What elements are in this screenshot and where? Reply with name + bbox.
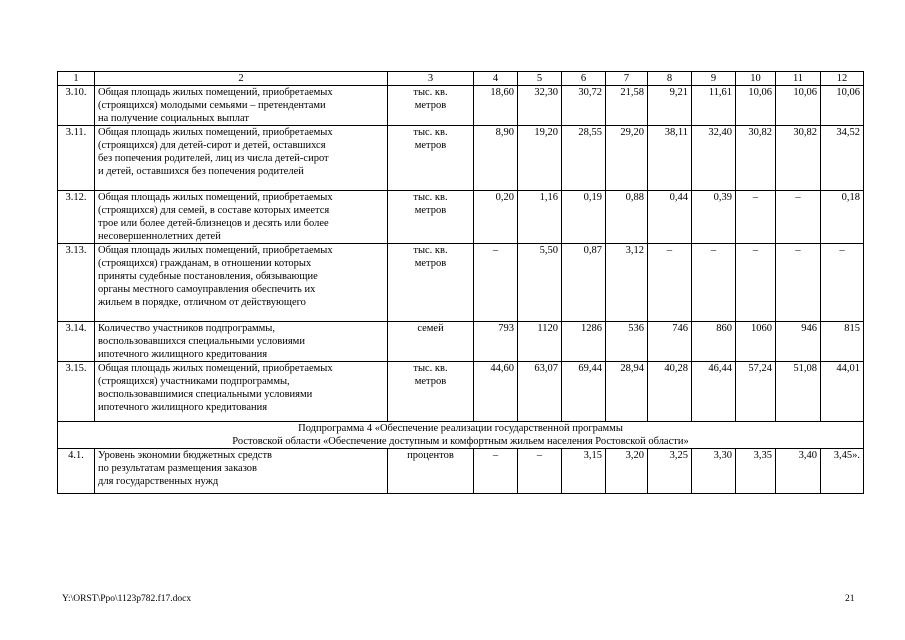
unit-line: метров xyxy=(414,100,447,111)
page-number: 21 xyxy=(845,594,855,604)
header-cell: 12 xyxy=(821,72,864,86)
value-cell: 3,40 xyxy=(776,449,821,494)
value-cell: 29,20 xyxy=(606,126,648,191)
value-cell: – xyxy=(776,191,821,244)
value-cell: 1,16 xyxy=(518,191,562,244)
unit-line: метров xyxy=(414,376,447,387)
value-cell: 1060 xyxy=(736,322,776,362)
header-cell: 10 xyxy=(736,72,776,86)
header-cell: 1 xyxy=(58,72,95,86)
table-row xyxy=(58,126,864,191)
indicator-name-line: Общая площадь жилых помещений, приобретаемых xyxy=(98,245,333,256)
value-cell: – xyxy=(692,244,736,322)
indicator-name-line: воспользовавшимися специальными условиями xyxy=(98,389,313,400)
value-cell: 32,40 xyxy=(692,126,736,191)
row-number: 3.13. xyxy=(58,244,95,322)
header-cell: 7 xyxy=(606,72,648,86)
value-cell: 34,52 xyxy=(821,126,864,191)
value-cell: – xyxy=(776,244,821,322)
value-cell: 51,08 xyxy=(776,362,821,422)
footer-file-path: Y:\ORST\Ppo\1123p782.f17.docx xyxy=(62,594,192,604)
header-cell: 11 xyxy=(776,72,821,86)
header-cell: 8 xyxy=(648,72,692,86)
value-cell: 28,55 xyxy=(562,126,606,191)
header-cell: 3 xyxy=(388,72,474,86)
value-cell: 0,20 xyxy=(474,191,518,244)
indicator-name-line: (строящихся) молодыми семьями – претендентами xyxy=(98,100,326,111)
value-cell: 0,44 xyxy=(648,191,692,244)
subprogram-title-line: Подпрограмма 4 «Обеспечение реализации государственной программы xyxy=(298,423,623,434)
row-number: 3.14. xyxy=(58,322,95,362)
value-cell: 19,20 xyxy=(518,126,562,191)
value-cell: 8,90 xyxy=(474,126,518,191)
unit-line: метров xyxy=(414,205,447,216)
table-row xyxy=(58,362,864,422)
unit-cell xyxy=(388,126,474,191)
unit-cell xyxy=(388,191,474,244)
value-cell: 0,19 xyxy=(562,191,606,244)
value-cell: 0,87 xyxy=(562,244,606,322)
header-cell: 9 xyxy=(692,72,736,86)
table-header-row xyxy=(58,72,864,86)
unit-line: метров xyxy=(414,140,447,151)
value-cell: 57,24 xyxy=(736,362,776,422)
value-cell: 38,11 xyxy=(648,126,692,191)
value-cell: 10,06 xyxy=(776,86,821,126)
header-cell: 4 xyxy=(474,72,518,86)
indicator-name-line: (строящихся) участниками подпрограммы, xyxy=(98,376,290,387)
value-cell: 63,07 xyxy=(518,362,562,422)
subprogram-title xyxy=(58,422,864,449)
value-cell: – xyxy=(736,244,776,322)
unit-line: тыс. кв. xyxy=(413,127,448,138)
value-cell: 30,72 xyxy=(562,86,606,126)
indicator-name-line: трое или более детей-близнецов и десять или более xyxy=(98,218,329,229)
indicator-name-line: без попечения родителей, лиц из числа детей-сирот xyxy=(98,153,329,164)
unit-cell xyxy=(388,449,474,494)
value-cell: 18,60 xyxy=(474,86,518,126)
value-cell: 44,01 xyxy=(821,362,864,422)
value-cell: – xyxy=(821,244,864,322)
indicator-name-line: Общая площадь жилых помещений, приобретаемых xyxy=(98,363,333,374)
unit-line: тыс. кв. xyxy=(413,192,448,203)
value-cell: 21,58 xyxy=(606,86,648,126)
indicator-name xyxy=(95,86,388,126)
value-cell: 46,44 xyxy=(692,362,736,422)
value-cell: 30,82 xyxy=(776,126,821,191)
header-cell: 2 xyxy=(95,72,388,86)
value-cell: 3,30 xyxy=(692,449,736,494)
table-row xyxy=(58,449,864,494)
indicator-name-line: на получение социальных выплат xyxy=(98,113,249,124)
indicator-name-line: ипотечного жилищного кредитования xyxy=(98,402,268,413)
indicator-name xyxy=(95,449,388,494)
value-cell: – xyxy=(474,244,518,322)
table-row xyxy=(58,322,864,362)
indicator-name-line: (строящихся) для семей, в составе которых имеется xyxy=(98,205,330,216)
indicator-name-line: приняты судебные постановления, обязывающие xyxy=(98,271,318,282)
value-cell: 0,39 xyxy=(692,191,736,244)
value-cell: 0,18 xyxy=(821,191,864,244)
unit-cell xyxy=(388,322,474,362)
value-cell: 5,50 xyxy=(518,244,562,322)
row-number: 3.10. xyxy=(58,86,95,126)
indicator-table xyxy=(57,71,864,494)
value-cell: 536 xyxy=(606,322,648,362)
row-number: 4.1. xyxy=(58,449,95,494)
indicator-name-line: (строящихся) гражданам, в отношении которых xyxy=(98,258,312,269)
indicator-name xyxy=(95,126,388,191)
value-cell: 3,45». xyxy=(821,449,864,494)
header-cell: 5 xyxy=(518,72,562,86)
value-cell: 3,12 xyxy=(606,244,648,322)
indicator-name xyxy=(95,244,388,322)
table-row xyxy=(58,244,864,322)
indicator-name-line: несовершеннолетних детей xyxy=(98,231,221,242)
row-number: 3.15. xyxy=(58,362,95,422)
unit-line: процентов xyxy=(407,450,454,461)
indicator-name-line: для государственных нужд xyxy=(98,476,219,487)
value-cell: – xyxy=(518,449,562,494)
unit-cell xyxy=(388,244,474,322)
value-cell: 1120 xyxy=(518,322,562,362)
value-cell: 3,35 xyxy=(736,449,776,494)
value-cell: – xyxy=(736,191,776,244)
table-row xyxy=(58,191,864,244)
indicator-name-line: воспользовавшихся специальными условиями xyxy=(98,336,305,347)
value-cell: – xyxy=(648,244,692,322)
indicator-name xyxy=(95,362,388,422)
value-cell: 28,94 xyxy=(606,362,648,422)
value-cell: 9,21 xyxy=(648,86,692,126)
table-row xyxy=(58,86,864,126)
unit-cell xyxy=(388,362,474,422)
value-cell: 3,15 xyxy=(562,449,606,494)
value-cell: 793 xyxy=(474,322,518,362)
unit-line: тыс. кв. xyxy=(413,245,448,256)
indicator-name-line: Количество участников подпрограммы, xyxy=(98,323,275,334)
indicator-name-line: ипотечного жилищного кредитования xyxy=(98,349,268,360)
indicator-name-line: по результатам размещения заказов xyxy=(98,463,257,474)
value-cell: 30,82 xyxy=(736,126,776,191)
indicator-name xyxy=(95,322,388,362)
indicator-name-line: Общая площадь жилых помещений, приобретаемых xyxy=(98,87,333,98)
value-cell: – xyxy=(474,449,518,494)
indicator-name-line: (строящихся) для детей-сирот и детей, оставшихся xyxy=(98,140,326,151)
row-number: 3.11. xyxy=(58,126,95,191)
value-cell: 11,61 xyxy=(692,86,736,126)
value-cell: 10,06 xyxy=(821,86,864,126)
unit-line: тыс. кв. xyxy=(413,363,448,374)
row-number: 3.12. xyxy=(58,191,95,244)
subprogram-header-row xyxy=(58,422,864,449)
value-cell: 3,25 xyxy=(648,449,692,494)
unit-cell xyxy=(388,86,474,126)
value-cell: 746 xyxy=(648,322,692,362)
header-cell: 6 xyxy=(562,72,606,86)
value-cell: 3,20 xyxy=(606,449,648,494)
value-cell: 946 xyxy=(776,322,821,362)
unit-line: семей xyxy=(417,323,444,334)
indicator-name-line: и детей, оставшихся без попечения родителей xyxy=(98,166,304,177)
indicator-name-line: органы местного самоуправления обеспечить их xyxy=(98,284,316,295)
indicator-name xyxy=(95,191,388,244)
value-cell: 10,06 xyxy=(736,86,776,126)
value-cell: 40,28 xyxy=(648,362,692,422)
indicator-name-line: Уровень экономии бюджетных средств xyxy=(98,450,272,461)
unit-line: тыс. кв. xyxy=(413,87,448,98)
indicator-name-line: жильем в порядке, отличном от действующего xyxy=(98,297,306,308)
subprogram-title-line: Ростовской области «Обеспечение доступным и комфортным жильем населения Ростовской области» xyxy=(232,436,689,447)
unit-line: метров xyxy=(414,258,447,269)
value-cell: 69,44 xyxy=(562,362,606,422)
value-cell: 860 xyxy=(692,322,736,362)
value-cell: 44,60 xyxy=(474,362,518,422)
indicator-name-line: Общая площадь жилых помещений, приобретаемых xyxy=(98,127,333,138)
indicator-name-line: Общая площадь жилых помещений, приобретаемых xyxy=(98,192,333,203)
value-cell: 32,30 xyxy=(518,86,562,126)
value-cell: 0,88 xyxy=(606,191,648,244)
value-cell: 1286 xyxy=(562,322,606,362)
value-cell: 815 xyxy=(821,322,864,362)
